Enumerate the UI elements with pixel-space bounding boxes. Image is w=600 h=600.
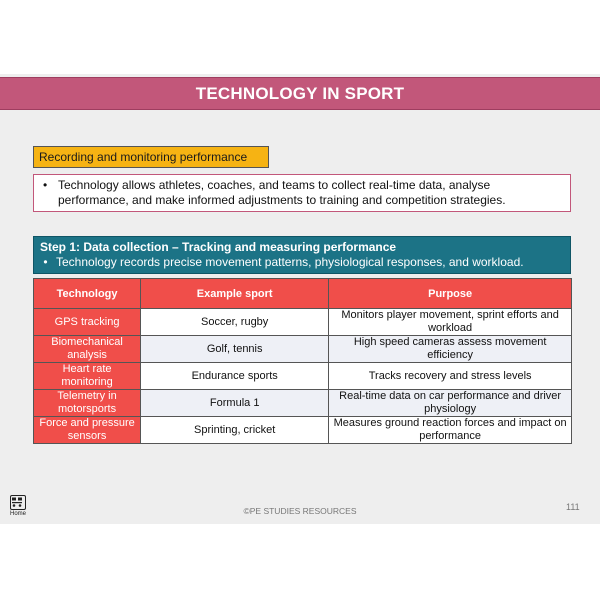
sport-cell: Sprinting, cricket	[141, 417, 329, 444]
technology-cell: Telemetry in motorsports	[34, 390, 141, 417]
slide	[0, 74, 600, 524]
header-technology: Technology	[34, 279, 141, 309]
sport-cell: Soccer, rugby	[141, 309, 329, 336]
section-heading: Recording and monitoring performance	[33, 146, 269, 168]
footer-copyright: ©PE STUDIES RESOURCES	[243, 506, 357, 516]
technology-cell: Biomechanical analysis	[34, 336, 141, 363]
slide-title: TECHNOLOGY IN SPORT	[0, 77, 600, 110]
table-row	[34, 336, 572, 363]
technology-cell: Heart rate monitoring	[34, 363, 141, 390]
technology-cell: GPS tracking	[34, 309, 141, 336]
step-bullet: Technology records precise movement patterns, physiological responses, and workload.	[56, 255, 524, 269]
table-header-row	[34, 279, 572, 309]
sport-cell: Golf, tennis	[141, 336, 329, 363]
intro-box	[33, 174, 571, 212]
step-title: Step 1: Data collection – Tracking and measuring performance	[40, 240, 397, 254]
intro-text: Technology allows athletes, coaches, and teams to collect real-time data, analyse performance, and make informed adjustments to training and competition strategies.	[58, 178, 506, 207]
bullet-marker: •	[40, 255, 48, 269]
technology-cell: Force and pressure sensors	[34, 417, 141, 444]
technology-table	[33, 278, 572, 444]
step-bullet-line	[40, 255, 564, 270]
step-box	[33, 236, 571, 274]
purpose-cell: Tracks recovery and stress levels	[329, 363, 572, 390]
table-row	[34, 363, 572, 390]
purpose-cell: Monitors player movement, sprint efforts and workload	[329, 309, 572, 336]
table-row	[34, 417, 572, 444]
page-number: 111	[566, 502, 580, 512]
header-example-sport: Example sport	[141, 279, 329, 309]
table-row	[34, 390, 572, 417]
purpose-cell: Measures ground reaction forces and impact on performance	[329, 417, 572, 444]
purpose-cell: High speed cameras assess movement efficiency	[329, 336, 572, 363]
header-purpose: Purpose	[329, 279, 572, 309]
sport-cell: Formula 1	[141, 390, 329, 417]
table-row	[34, 309, 572, 336]
purpose-cell: Real-time data on car performance and driver physiology	[329, 390, 572, 417]
home-label[interactable]: Home	[9, 511, 26, 517]
bullet-marker: •	[43, 178, 48, 192]
sport-cell: Endurance sports	[141, 363, 329, 390]
